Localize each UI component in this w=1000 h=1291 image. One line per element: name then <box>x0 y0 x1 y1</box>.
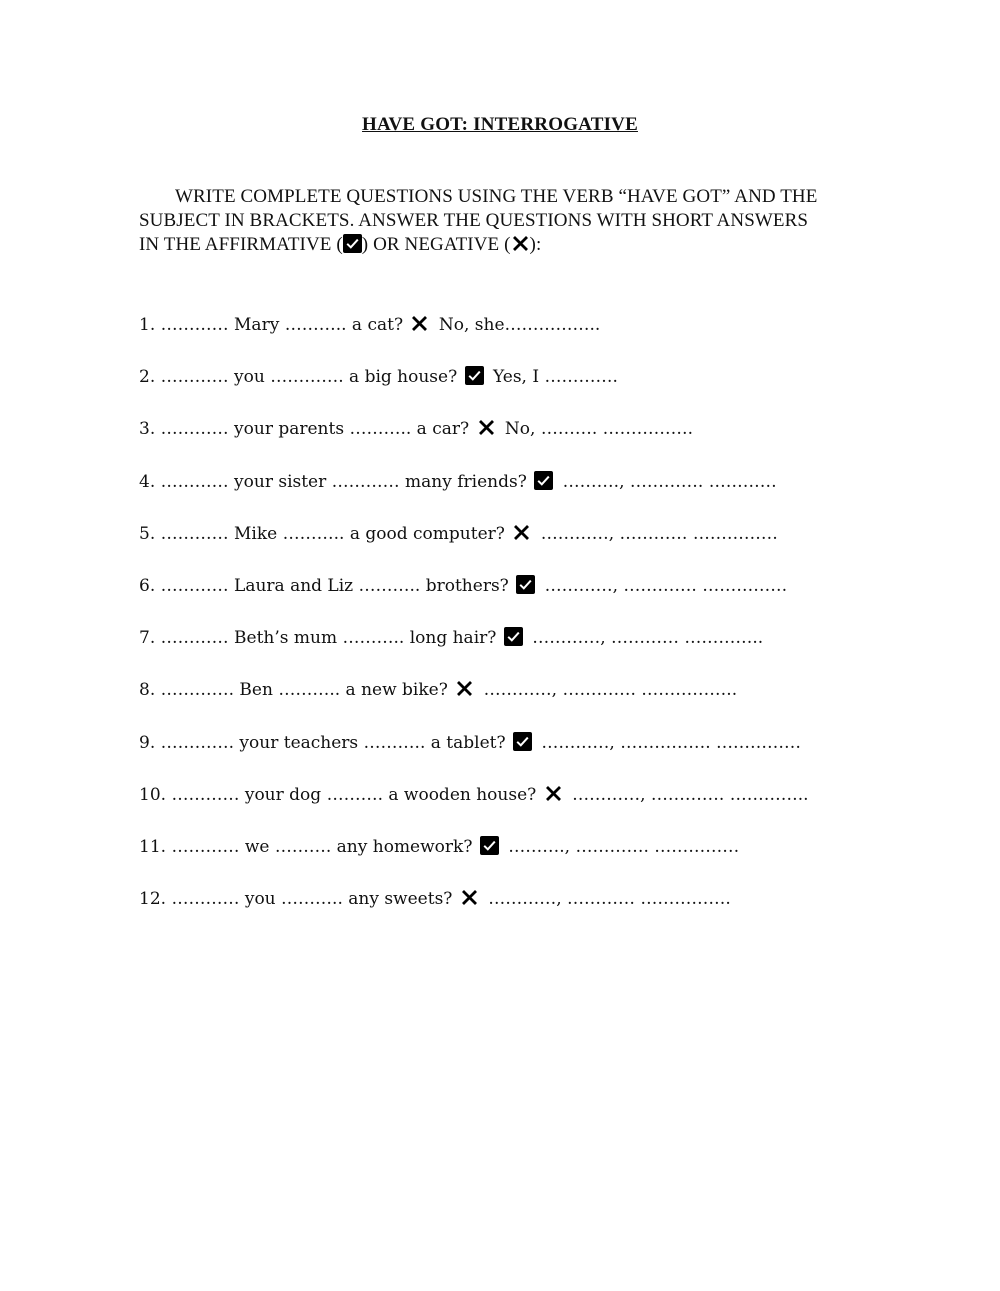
exercise-item-6 <box>139 573 899 625</box>
question-text: 7. ………… Beth’s mum ……….. long hair? <box>139 628 497 649</box>
answer-text: …………, ………… ……………. <box>488 889 731 910</box>
question-text: 2. ………… you …………. a big house? <box>139 367 458 388</box>
check-icon <box>516 575 535 594</box>
question-text: 5. ………… Mike ……….. a good computer? <box>139 523 505 544</box>
answer-text: …………, …………. …………… <box>544 575 788 596</box>
exercise-item-11 <box>139 834 899 886</box>
exercise-item-9 <box>139 730 899 782</box>
answer-text: Yes, I …………. <box>493 367 618 388</box>
instructions-line-3-part-b: ) OR NEGATIVE ( <box>361 234 511 255</box>
instructions-line-3 <box>139 232 869 256</box>
exercise-item-12 <box>139 886 899 938</box>
answer-text: …………, ………… …………… <box>540 523 778 544</box>
instructions-line-3-part-a: IN THE AFFIRMATIVE ( <box>139 234 343 255</box>
question-text: 11. ………… we ………. any homework? <box>139 836 473 857</box>
answer-text: No, she…………….. <box>438 315 601 335</box>
cross-icon <box>410 314 429 333</box>
check-icon <box>465 366 484 385</box>
check-icon <box>343 234 362 253</box>
exercise-item-10 <box>139 782 899 834</box>
exercise-list <box>139 312 899 938</box>
answer-text: ………., …………. …………… <box>508 836 740 857</box>
cross-icon <box>511 234 530 253</box>
worksheet-title: HAVE GOT: INTERROGATIVE <box>362 114 638 135</box>
cross-icon <box>544 784 563 803</box>
answer-text: …………, …………. …………….. <box>483 680 738 701</box>
question-text: 12. ………… you ……….. any sweets? <box>139 889 453 910</box>
instructions-line-2: SUBJECT IN BRACKETS. ANSWER THE QUESTIONS WITH SHORT ANSWERS <box>139 210 809 231</box>
cross-icon <box>460 888 479 907</box>
answer-text: …………, ……………. …………… <box>541 732 802 753</box>
check-icon <box>513 732 532 751</box>
exercise-item-7 <box>139 625 899 677</box>
answer-text: No, ………. ……………. <box>504 419 694 440</box>
exercise-item-8 <box>139 677 899 729</box>
answer-text: ………., …………. ………… <box>562 471 777 492</box>
answer-text: …………, ………… ………….. <box>532 628 764 649</box>
check-icon <box>504 627 523 646</box>
check-icon <box>480 836 499 855</box>
question-text: 1. ………… Mary ……….. a cat? <box>139 315 404 335</box>
exercise-item-4 <box>139 469 899 521</box>
exercise-item-5 <box>139 521 899 573</box>
question-text: 3. ………… your parents ……….. a car? <box>139 419 470 440</box>
cross-icon <box>477 418 496 437</box>
exercise-item-1 <box>139 312 899 364</box>
exercise-item-2 <box>139 364 899 416</box>
question-text: 4. ………… your sister ………… many friends? <box>139 471 527 492</box>
question-text: 10. ………… your dog ………. a wooden house? <box>139 784 537 805</box>
cross-icon <box>512 523 531 542</box>
exercise-item-3 <box>139 416 899 468</box>
question-text: 6. ………… Laura and Liz ……….. brothers? <box>139 575 509 596</box>
answer-text: …………, …………. ………….. <box>572 784 809 805</box>
instructions-line-3-part-c: ): <box>529 234 542 255</box>
cross-icon <box>455 679 474 698</box>
instructions-line-1: WRITE COMPLETE QUESTIONS USING THE VERB “HAVE GOT” AND THE <box>175 186 818 207</box>
check-icon <box>534 471 553 490</box>
instructions <box>139 184 869 256</box>
question-text: 8. …………. Ben ……….. a new bike? <box>139 680 448 701</box>
question-text: 9. …………. your teachers ……….. a tablet? <box>139 732 506 753</box>
